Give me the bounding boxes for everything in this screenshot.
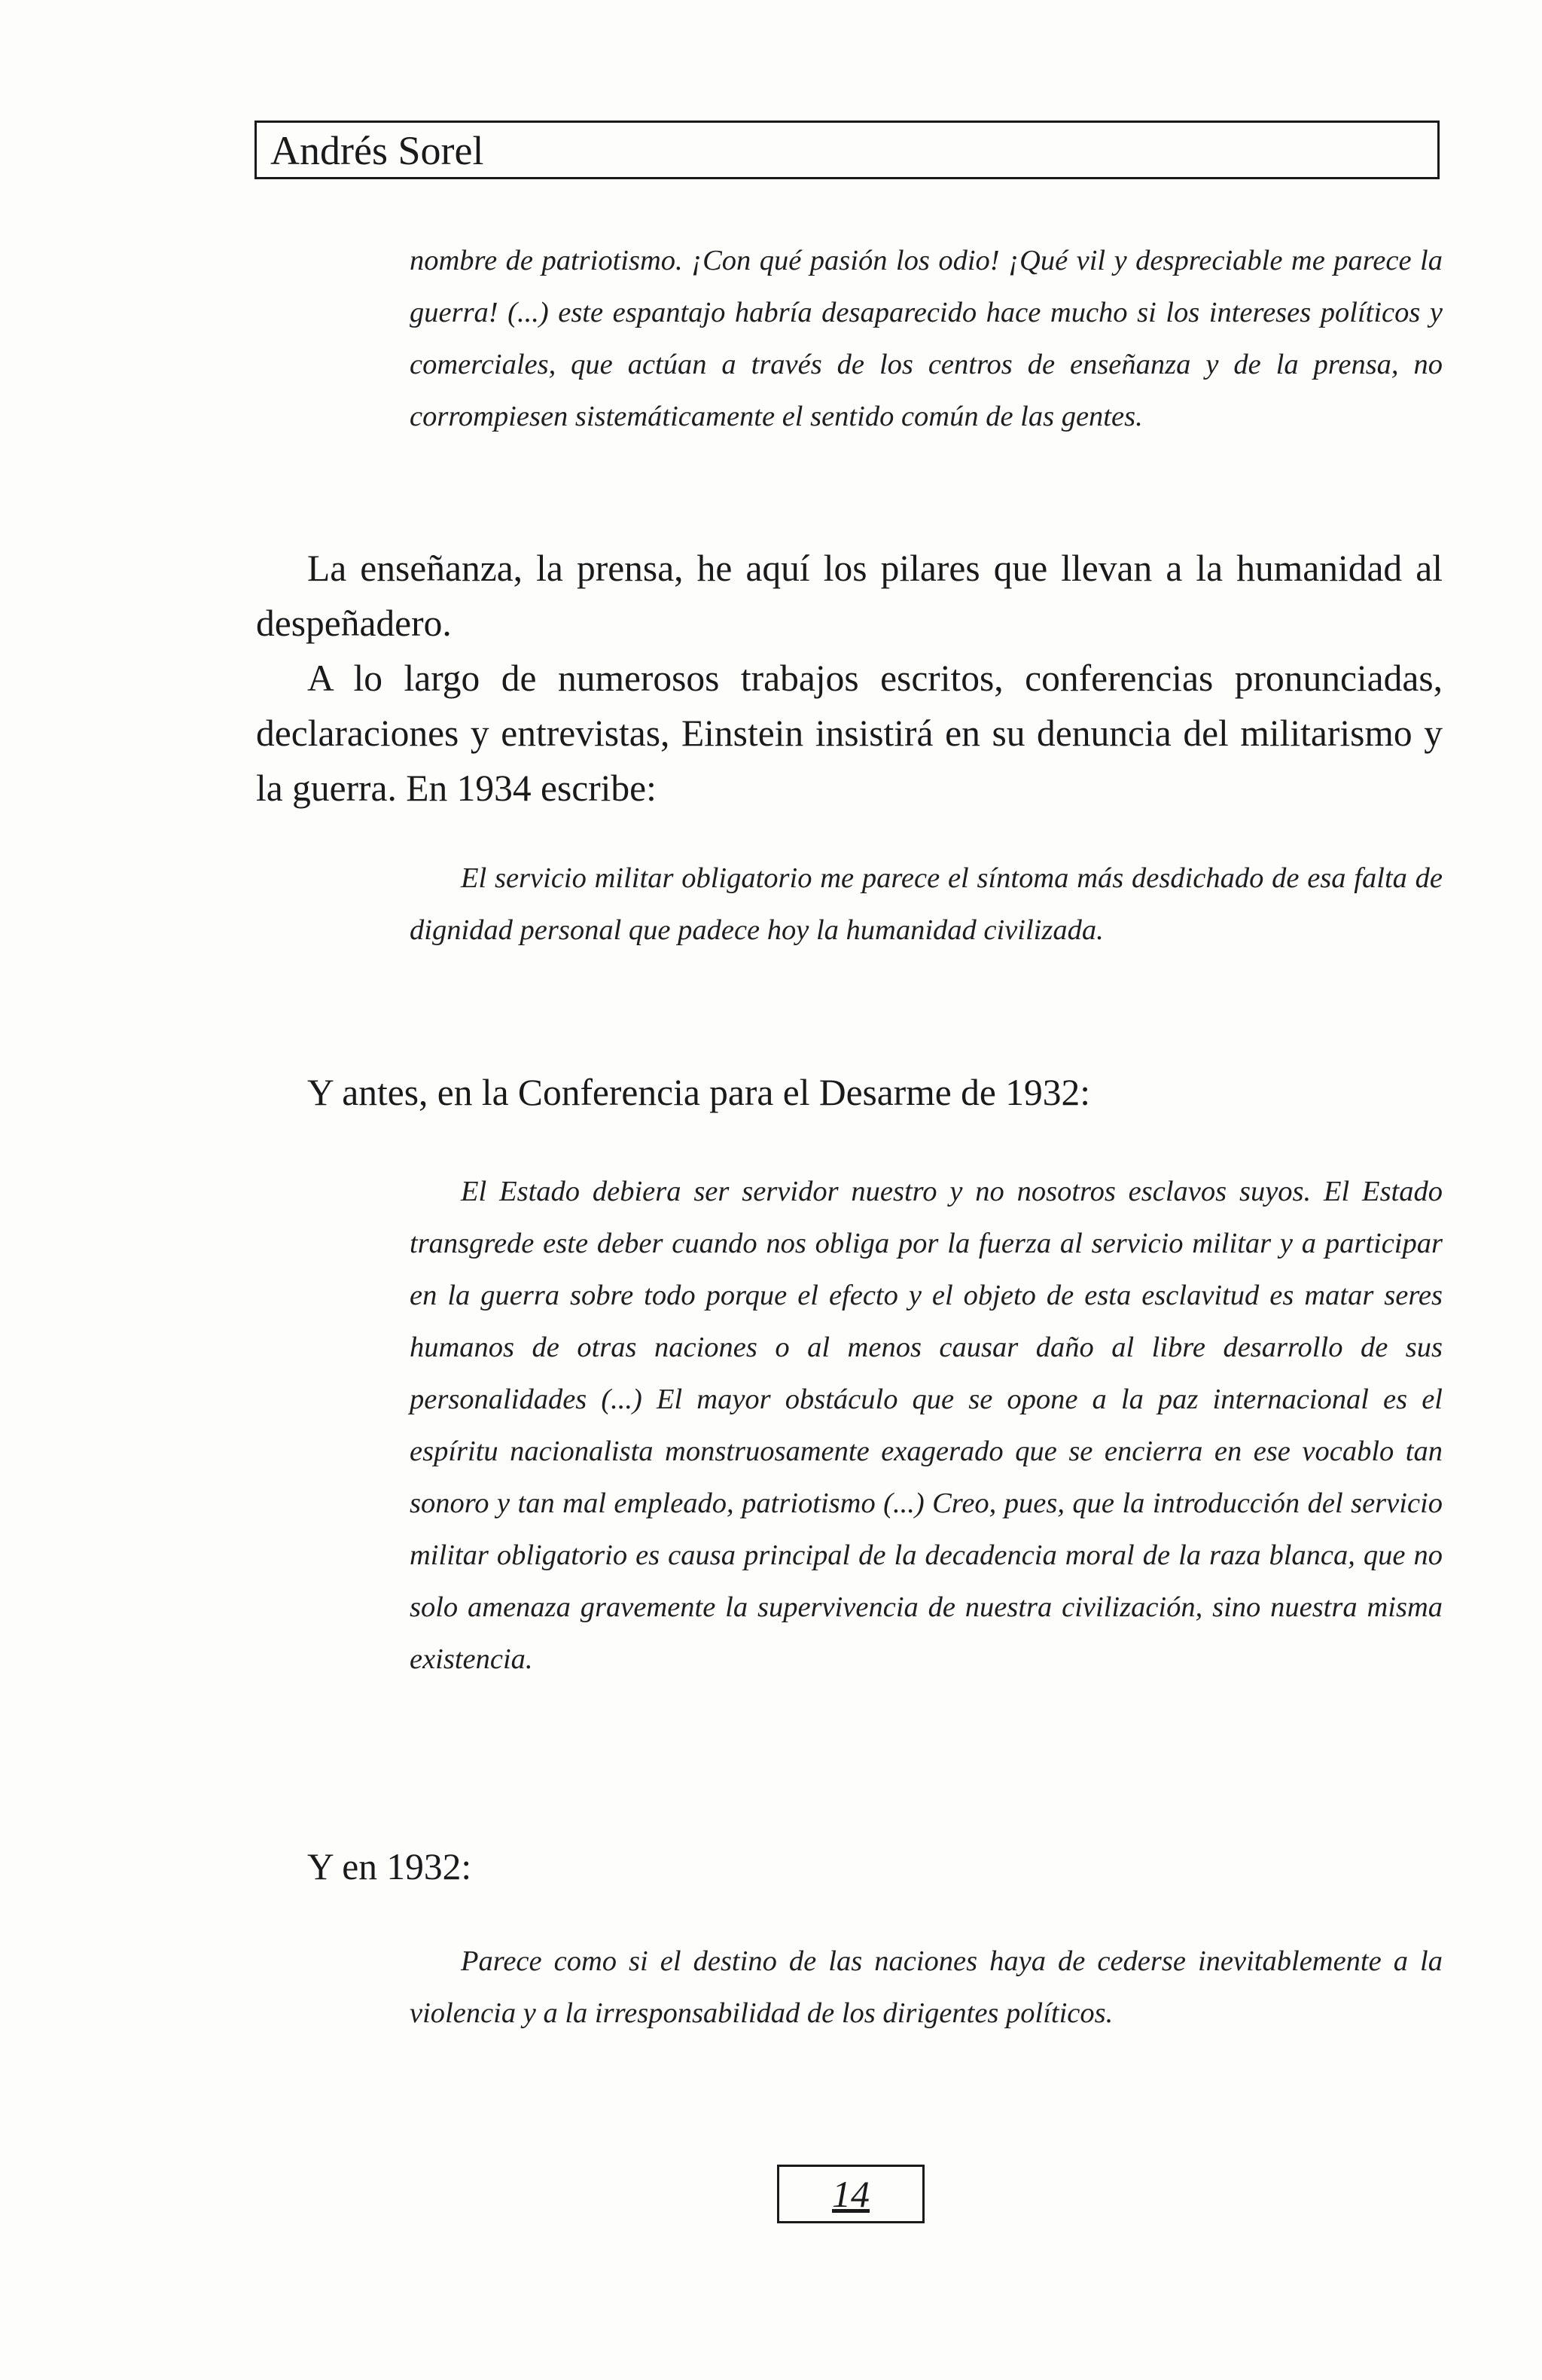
paragraph: La enseñanza, la prensa, he aquí los pilares que llevan a la humanidad al despeñadero. [256,548,1443,644]
running-header [254,121,1440,179]
paragraph: A lo largo de numerosos trabajos escritos, conferencias pronunciadas, declaraciones y entrevistas, Einstein insistirá en su denuncia del militarismo y la guerra. En 1934 escribe: [256,658,1443,809]
paragraph: Y en 1932: [307,1846,472,1887]
paragraph: Y antes, en la Conferencia para el Desarme de 1932: [307,1072,1090,1113]
quote-block: Parece como si el destino de las naciones haya de cederse inevitablemente a la violencia y a la irresponsabilidad de los dirigentes políticos. [410,1945,1443,2029]
quote-block: nombre de patriotismo. ¡Con qué pasión los odio! ¡Qué vil y despreciable me parece la guerra! (...) este espantajo habría desaparecido hace mucho si los intereses políticos y comerciales, que actúan a través de los centros de enseñanza y de la prensa, no corrompiesen sistemáticamente el sentido común de las gentes. [410,245,1443,432]
page-number: 14 [832,2173,870,2215]
quote-block: El servicio militar obligatorio me parece el síntoma más desdichado de esa falta de dignidad personal que padece hoy la humanidad civilizada. [410,862,1443,946]
quote-block: El Estado debiera ser servidor nuestro y no nosotros esclavos suyos. El Estado transgrede este deber cuando nos obliga por la fuerza al servicio militar y a participar en la guerra sobre todo porque el efecto y el objeto de esta esclavitud es matar seres humanos de otras naciones o al menos causar daño al libre desarrollo de sus personalidades (...) El mayor obstáculo que se opone a la paz internacional es el espíritu nacionalista monstruosamente exagerado que se encierra en ese vocablo tan sonoro y tan mal empleado, patriotismo (...) Creo, pues, que la introducción del servicio militar obligatorio es causa principal de la decadencia moral de la raza blanca, que no solo amenaza gravemente la supervivencia de nuestra civilización, sino nuestra misma existencia. [410,1176,1443,1675]
page-number-box [777,2165,925,2223]
author-name: Andrés Sorel [270,128,484,173]
